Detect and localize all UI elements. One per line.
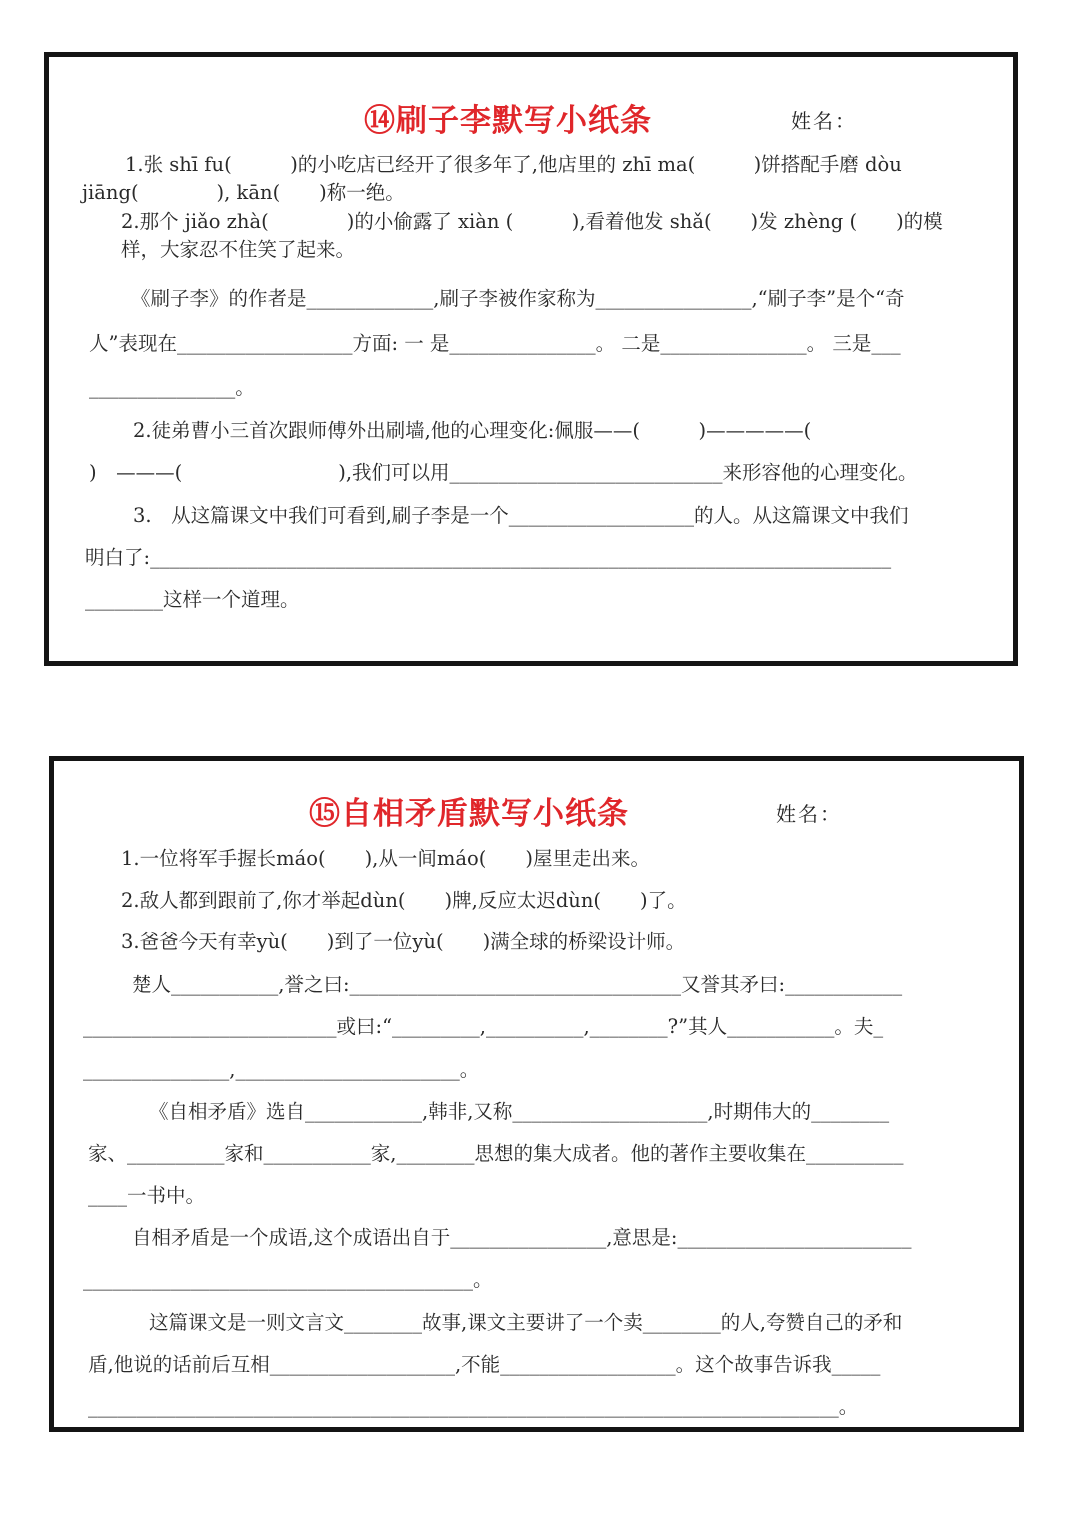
question-line: jiāng( ), kān( )称一绝。	[82, 181, 405, 204]
question-line: _______________。	[89, 376, 255, 399]
name-label: 姓名：	[791, 109, 857, 133]
question-line: _____________________________________________________________________________。	[88, 1395, 859, 1418]
name-label: 姓名：	[776, 802, 842, 826]
question-line: 3.爸爸今天有幸yù( )到了一位yù( )满全球的桥梁设计师。	[121, 930, 686, 953]
question-line: 2.徒弟曹小三首次跟师傅外出刷墙,他的心理变化:佩服——( )—————(	[133, 419, 812, 442]
question-line: ________________________________________。	[83, 1268, 493, 1291]
question-line: 2.那个 jiǎo zhà( )的小偷露了 xiàn ( ),看着他发 shǎ( )发 zhèng ( )的模	[121, 210, 943, 233]
question-line: 样，大家忍不住笑了起来。	[121, 238, 356, 261]
question-line: 人”表现在__________________方面: 一 是_______________。 二是_______________。 三是___	[89, 332, 901, 355]
question-line: __________________________或曰:“_________,__________,________?”其人___________。夫_	[83, 1015, 884, 1038]
question-line: 这篇课文是一则文言文________故事,课文主要讲了一个卖________的人,夸赞自己的矛和	[149, 1311, 903, 1334]
question-line: _______________,_______________________。	[83, 1058, 480, 1081]
question-line: 3. 从这篇课文中我们可看到,刷子李是一个___________________的人。从这篇课文中我们	[133, 504, 909, 527]
question-line: ________这样一个道理。	[85, 588, 300, 611]
question-line: ) ———( ),我们可以用____________________________来形容他的心理变化。	[89, 461, 918, 484]
card-title: ⑮自相矛盾默写小纸条	[309, 796, 629, 832]
question-line: 家、__________家和___________家,________思想的集大成者。他的著作主要收集在__________	[88, 1142, 904, 1165]
question-line: 2.敌人都到跟前了,你才举起dùn( )牌,反应太迟dùn( )了。	[121, 889, 687, 912]
dictation-card-14	[44, 52, 1018, 666]
card-title: ⑭刷子李默写小纸条	[364, 103, 652, 139]
question-line: 楚人___________,誉之曰:__________________________________又誉其矛曰:____________	[132, 973, 903, 996]
dictation-card-15	[49, 756, 1024, 1432]
question-line: ____一书中。	[88, 1184, 206, 1207]
question-line: 明白了:____________________________________________________________________________	[85, 546, 892, 569]
question-line: 自相矛盾是一个成语,这个成语出自于________________,意思是:________________________	[132, 1226, 912, 1249]
question-line: 《刷子李》的作者是_____________,刷子李被作家称为________________,“刷子李”是个“奇	[131, 287, 905, 310]
question-line: 盾,他说的话前后互相___________________,不能__________________。这个故事告诉我_____	[88, 1353, 881, 1376]
question-line: 1.张 shī fu( )的小吃店已经开了很多年了,他店里的 zhī ma( )饼搭配手磨 dòu	[125, 153, 902, 176]
question-line: 《自相矛盾》选自____________,韩非,又称____________________,时期伟大的________	[149, 1100, 890, 1123]
question-line: 1.一位将军手握长máo( ),从一间máo( )屋里走出来。	[121, 847, 650, 870]
